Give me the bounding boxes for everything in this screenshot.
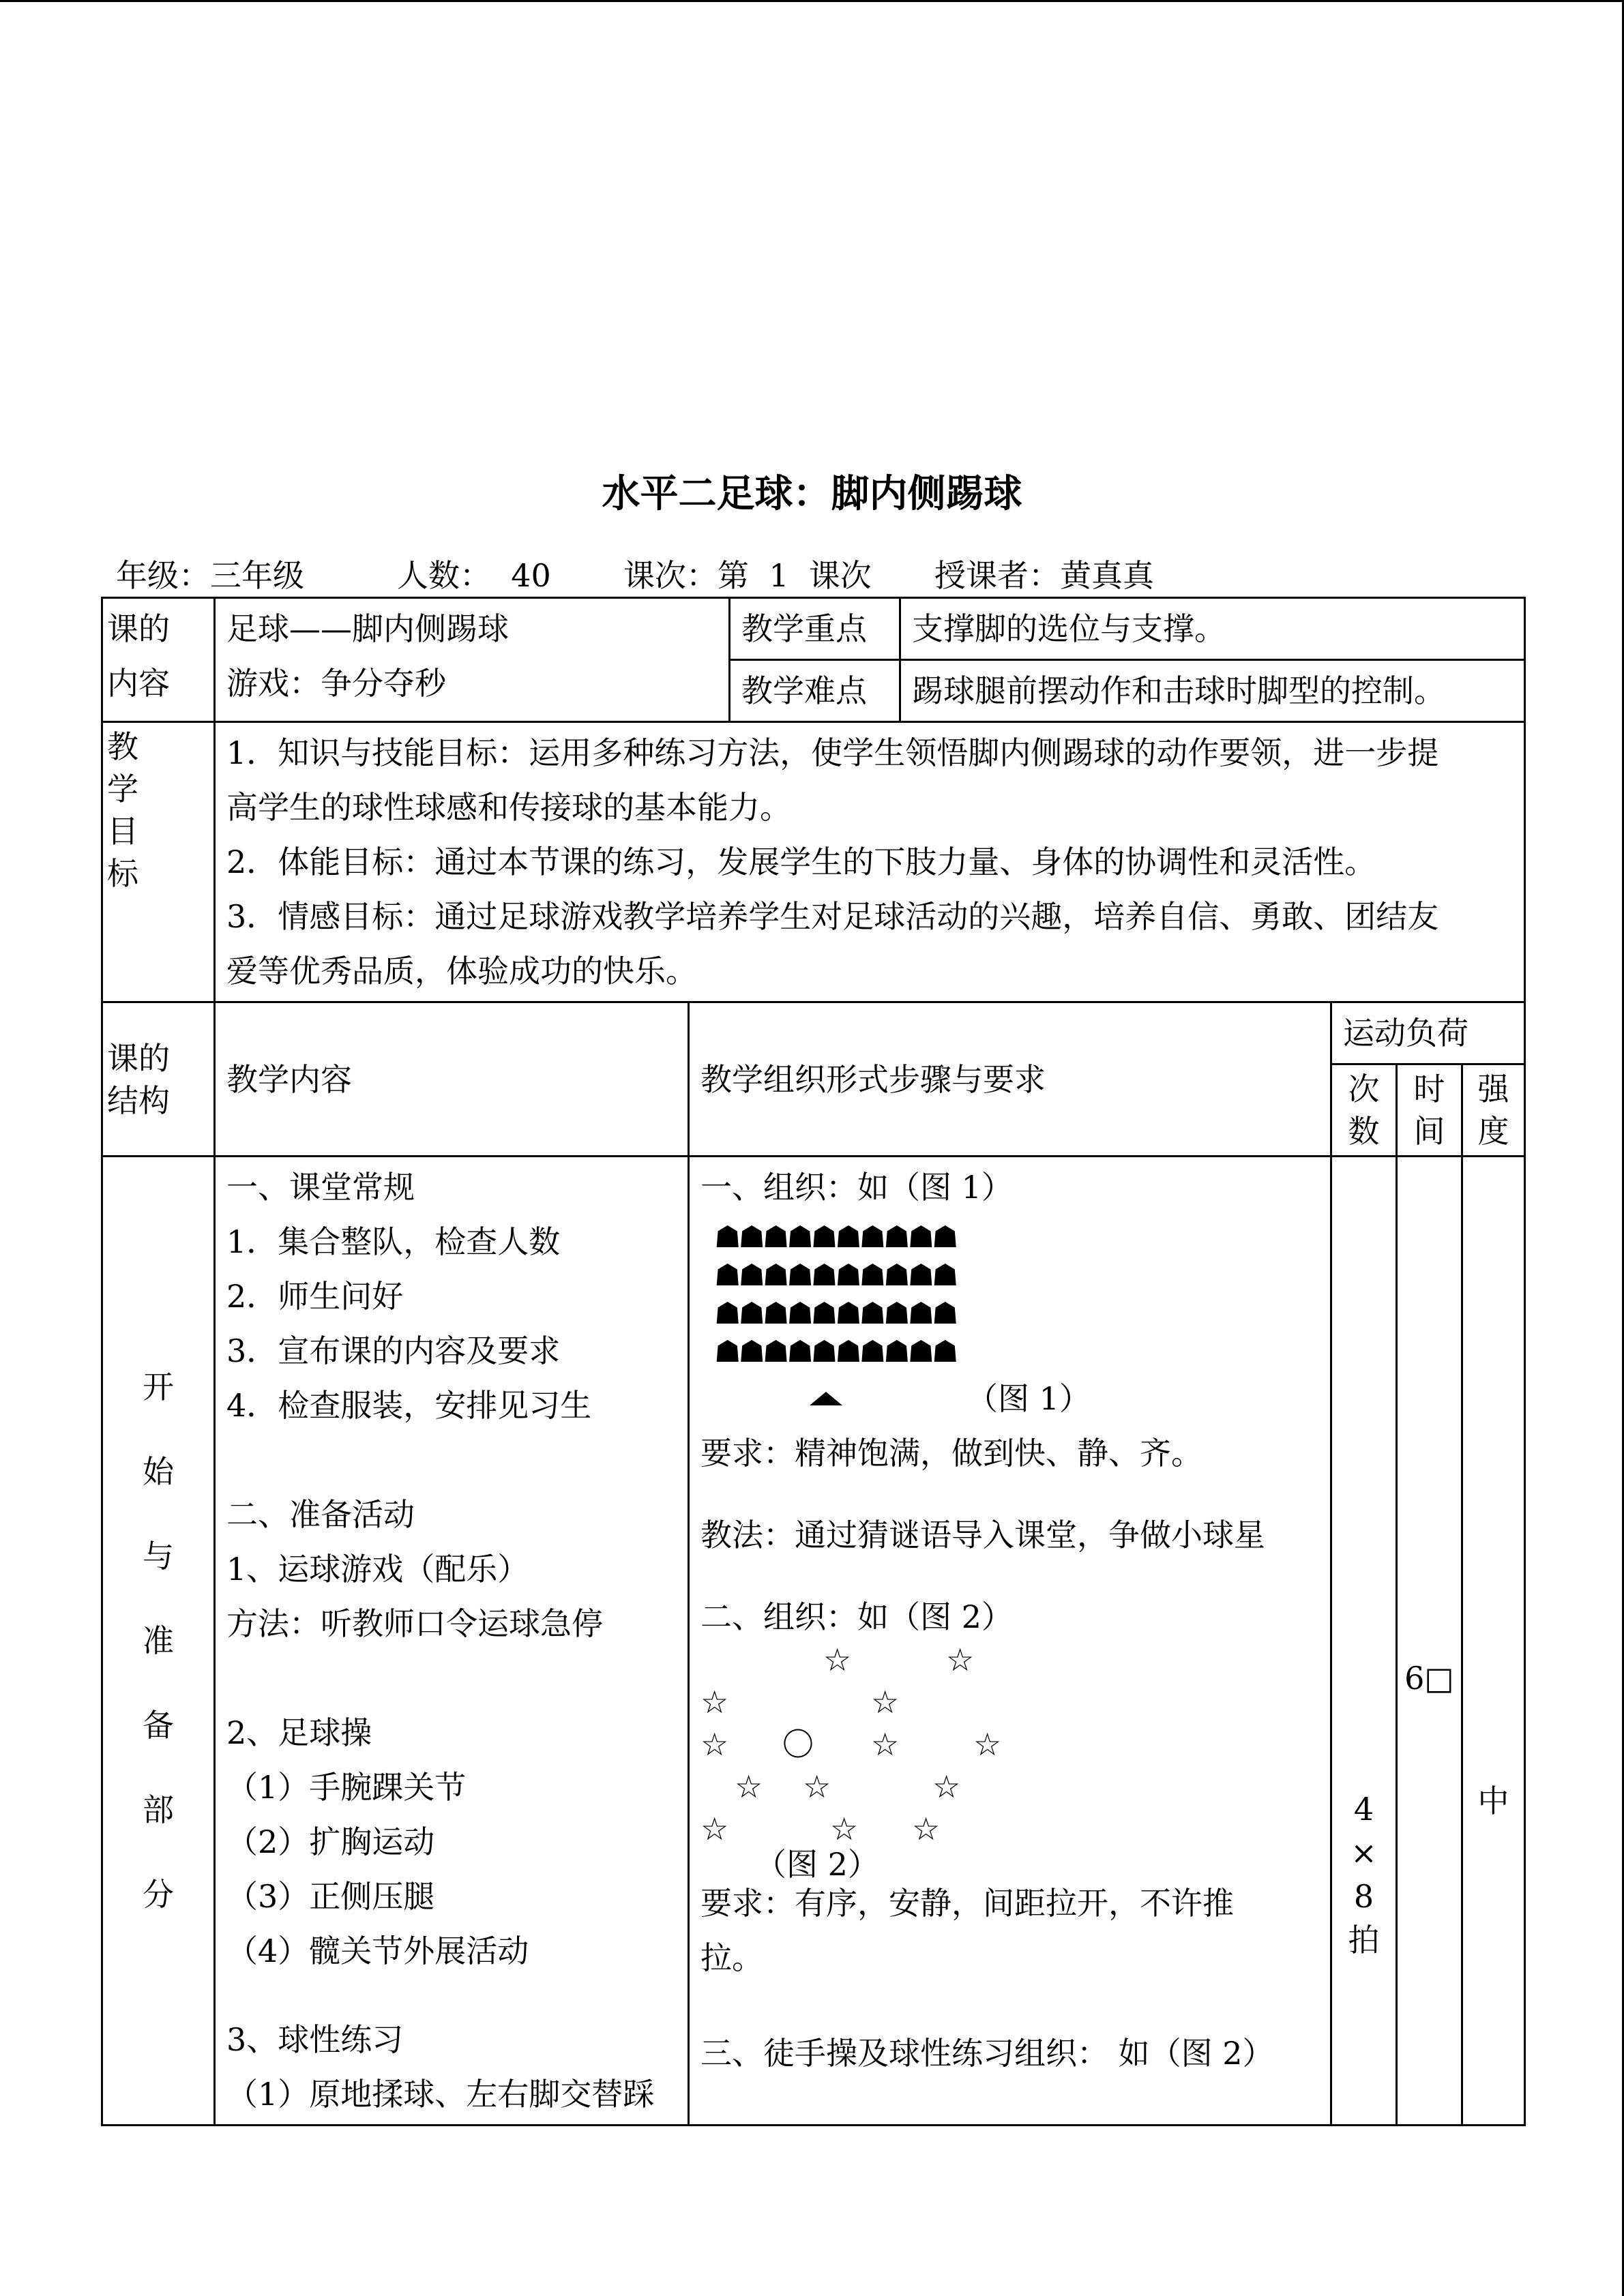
content-line: 2、足球操 [226, 1714, 372, 1751]
requirement-2: 要求：有序，安静，间距拉开，不许推 [700, 1885, 1234, 1922]
goal-line: 2．体能目标：通过本节课的练习，发展学生的下肢力量、身体的协调性和灵活性。 [226, 844, 1376, 880]
content-line: 方法：听教师口令运球急停 [226, 1605, 603, 1642]
content-line: 一、课堂常规 [226, 1169, 415, 1206]
star-icon: ☆ [932, 1768, 961, 1805]
lesson-topic: 足球——脚内侧踢球 [226, 610, 509, 647]
goal-line: 1．知识与技能目标：运用多种练习方法，使学生领悟脚内侧踢球的动作要领，进一步提 [226, 734, 1439, 771]
method-1: 教法：通过猜谜语导入课堂，争做小球星 [700, 1517, 1265, 1553]
star-icon: ☆ [803, 1768, 831, 1805]
org2-title: 二、组织：如（图 2） [700, 1598, 1013, 1635]
org1-title: 一、组织：如（图 1） [700, 1169, 1013, 1206]
key-point-label: 教学重点 [730, 598, 900, 660]
content-label-cell: 课的 内容 [102, 598, 215, 722]
content-line: 3．宣布课的内容及要求 [226, 1332, 561, 1369]
student-row: ☗☗☗☗☗☗☗☗☗☗ [714, 1258, 956, 1293]
content-line: （1）手腕踝关节 [226, 1769, 467, 1806]
content-line: 2．师生问好 [226, 1278, 404, 1315]
goals-label-cell: 教 学 目 标 [102, 722, 215, 1002]
star-icon: ☆ [912, 1810, 941, 1847]
grade-field: 年级：三年级 [116, 557, 304, 594]
goal-line: 3．情感目标：通过足球游戏教学培养学生对足球活动的兴趣，培养自信、勇敢、团结友 [226, 898, 1439, 935]
star-icon: ☆ [973, 1726, 1002, 1763]
difficulty-label: 教学难点 [730, 660, 900, 722]
exercise-load-header: 运动负荷 [1331, 1002, 1525, 1064]
student-count-field: 人数： 40 [397, 557, 551, 594]
goal-line: 爱等优秀品质，体验成功的快乐。 [226, 953, 697, 989]
duration-header: 时 间 [1397, 1064, 1462, 1157]
teaching-content-header: 教学内容 [215, 1002, 689, 1157]
lesson-plan-table [101, 597, 1526, 2126]
times-cell: 4 × 8 拍 [1331, 1157, 1397, 2126]
content-line: （3）正侧压腿 [226, 1878, 435, 1915]
content-line: 二、准备活动 [226, 1496, 415, 1533]
page-top-border [0, 0, 1624, 2]
lesson-game: 游戏：争分夺秒 [226, 665, 446, 702]
content-line: 3、球性练习 [226, 2021, 404, 2058]
requirement-1: 要求：精神饱满，做到快、静、齐。 [700, 1435, 1202, 1472]
fig2-caption: （图 2） [755, 1846, 879, 1883]
organization-cell [689, 1157, 1331, 2126]
goal-line: 高学生的球性球感和传接球的基本能力。 [226, 789, 791, 826]
times-header: 次 数 [1331, 1064, 1397, 1157]
intensity-cell: 中 [1462, 1157, 1525, 2126]
student-row: ☗☗☗☗☗☗☗☗☗☗ [714, 1335, 956, 1369]
content-line: （1）原地揉球、左右脚交替踩 [226, 2076, 655, 2113]
difficulty-value: 踢球腿前摆动作和击球时脚型的控制。 [900, 660, 1525, 722]
structure-label-cell: 课的 结构 [102, 1002, 215, 1157]
lesson-content-cell [215, 598, 730, 722]
key-point-value: 支撑脚的选位与支撑。 [900, 598, 1525, 660]
star-icon: ☆ [735, 1768, 763, 1805]
goals-content-cell [215, 722, 1525, 1002]
content-line: （2）扩胸运动 [226, 1823, 435, 1860]
teacher-field: 授课者：黄真真 [934, 557, 1154, 594]
star-icon: ☆ [830, 1810, 859, 1847]
teacher-marker-icon [810, 1392, 842, 1405]
star-icon: ☆ [700, 1810, 729, 1847]
lesson-number-field: 课次：第 1 课次 [623, 557, 872, 594]
teacher-circle-icon: 〇 [782, 1726, 814, 1763]
star-icon: ☆ [871, 1684, 900, 1720]
student-row: ☗☗☗☗☗☗☗☗☗☗ [714, 1296, 956, 1331]
content-line: （4）髋关节外展活动 [226, 1933, 529, 1969]
part-label-cell: 开 始 与 准 备 部 分 [102, 1157, 215, 2126]
content-line: 1．集合整队，检查人数 [226, 1223, 561, 1260]
content-line: 1、运球游戏（配乐） [226, 1551, 529, 1587]
page-title: 水平二足球：脚内侧踢球 [602, 471, 1022, 516]
student-row: ☗☗☗☗☗☗☗☗☗☗ [714, 1220, 956, 1255]
star-icon: ☆ [700, 1726, 729, 1763]
star-icon: ☆ [871, 1726, 900, 1763]
org3-title: 三、徒手操及球性练习组织： 如（图 2） [700, 2035, 1274, 2072]
fig1-caption: （图 1） [966, 1380, 1091, 1417]
formation-diagram [714, 1219, 1319, 1371]
star-icon: ☆ [823, 1641, 852, 1678]
content-line: 4．检查服装，安排见习生 [226, 1387, 592, 1424]
star-icon: ☆ [946, 1641, 975, 1678]
organization-header: 教学组织形式步骤与要求 [689, 1002, 1331, 1157]
circle-formation-diagram [700, 1641, 1319, 1883]
star-icon: ☆ [700, 1684, 729, 1720]
part-content-cell [215, 1157, 689, 2126]
intensity-header: 强 度 [1462, 1064, 1525, 1157]
duration-cell: 6□ [1397, 1157, 1462, 2126]
requirement-2-cont: 拉。 [700, 1939, 763, 1976]
